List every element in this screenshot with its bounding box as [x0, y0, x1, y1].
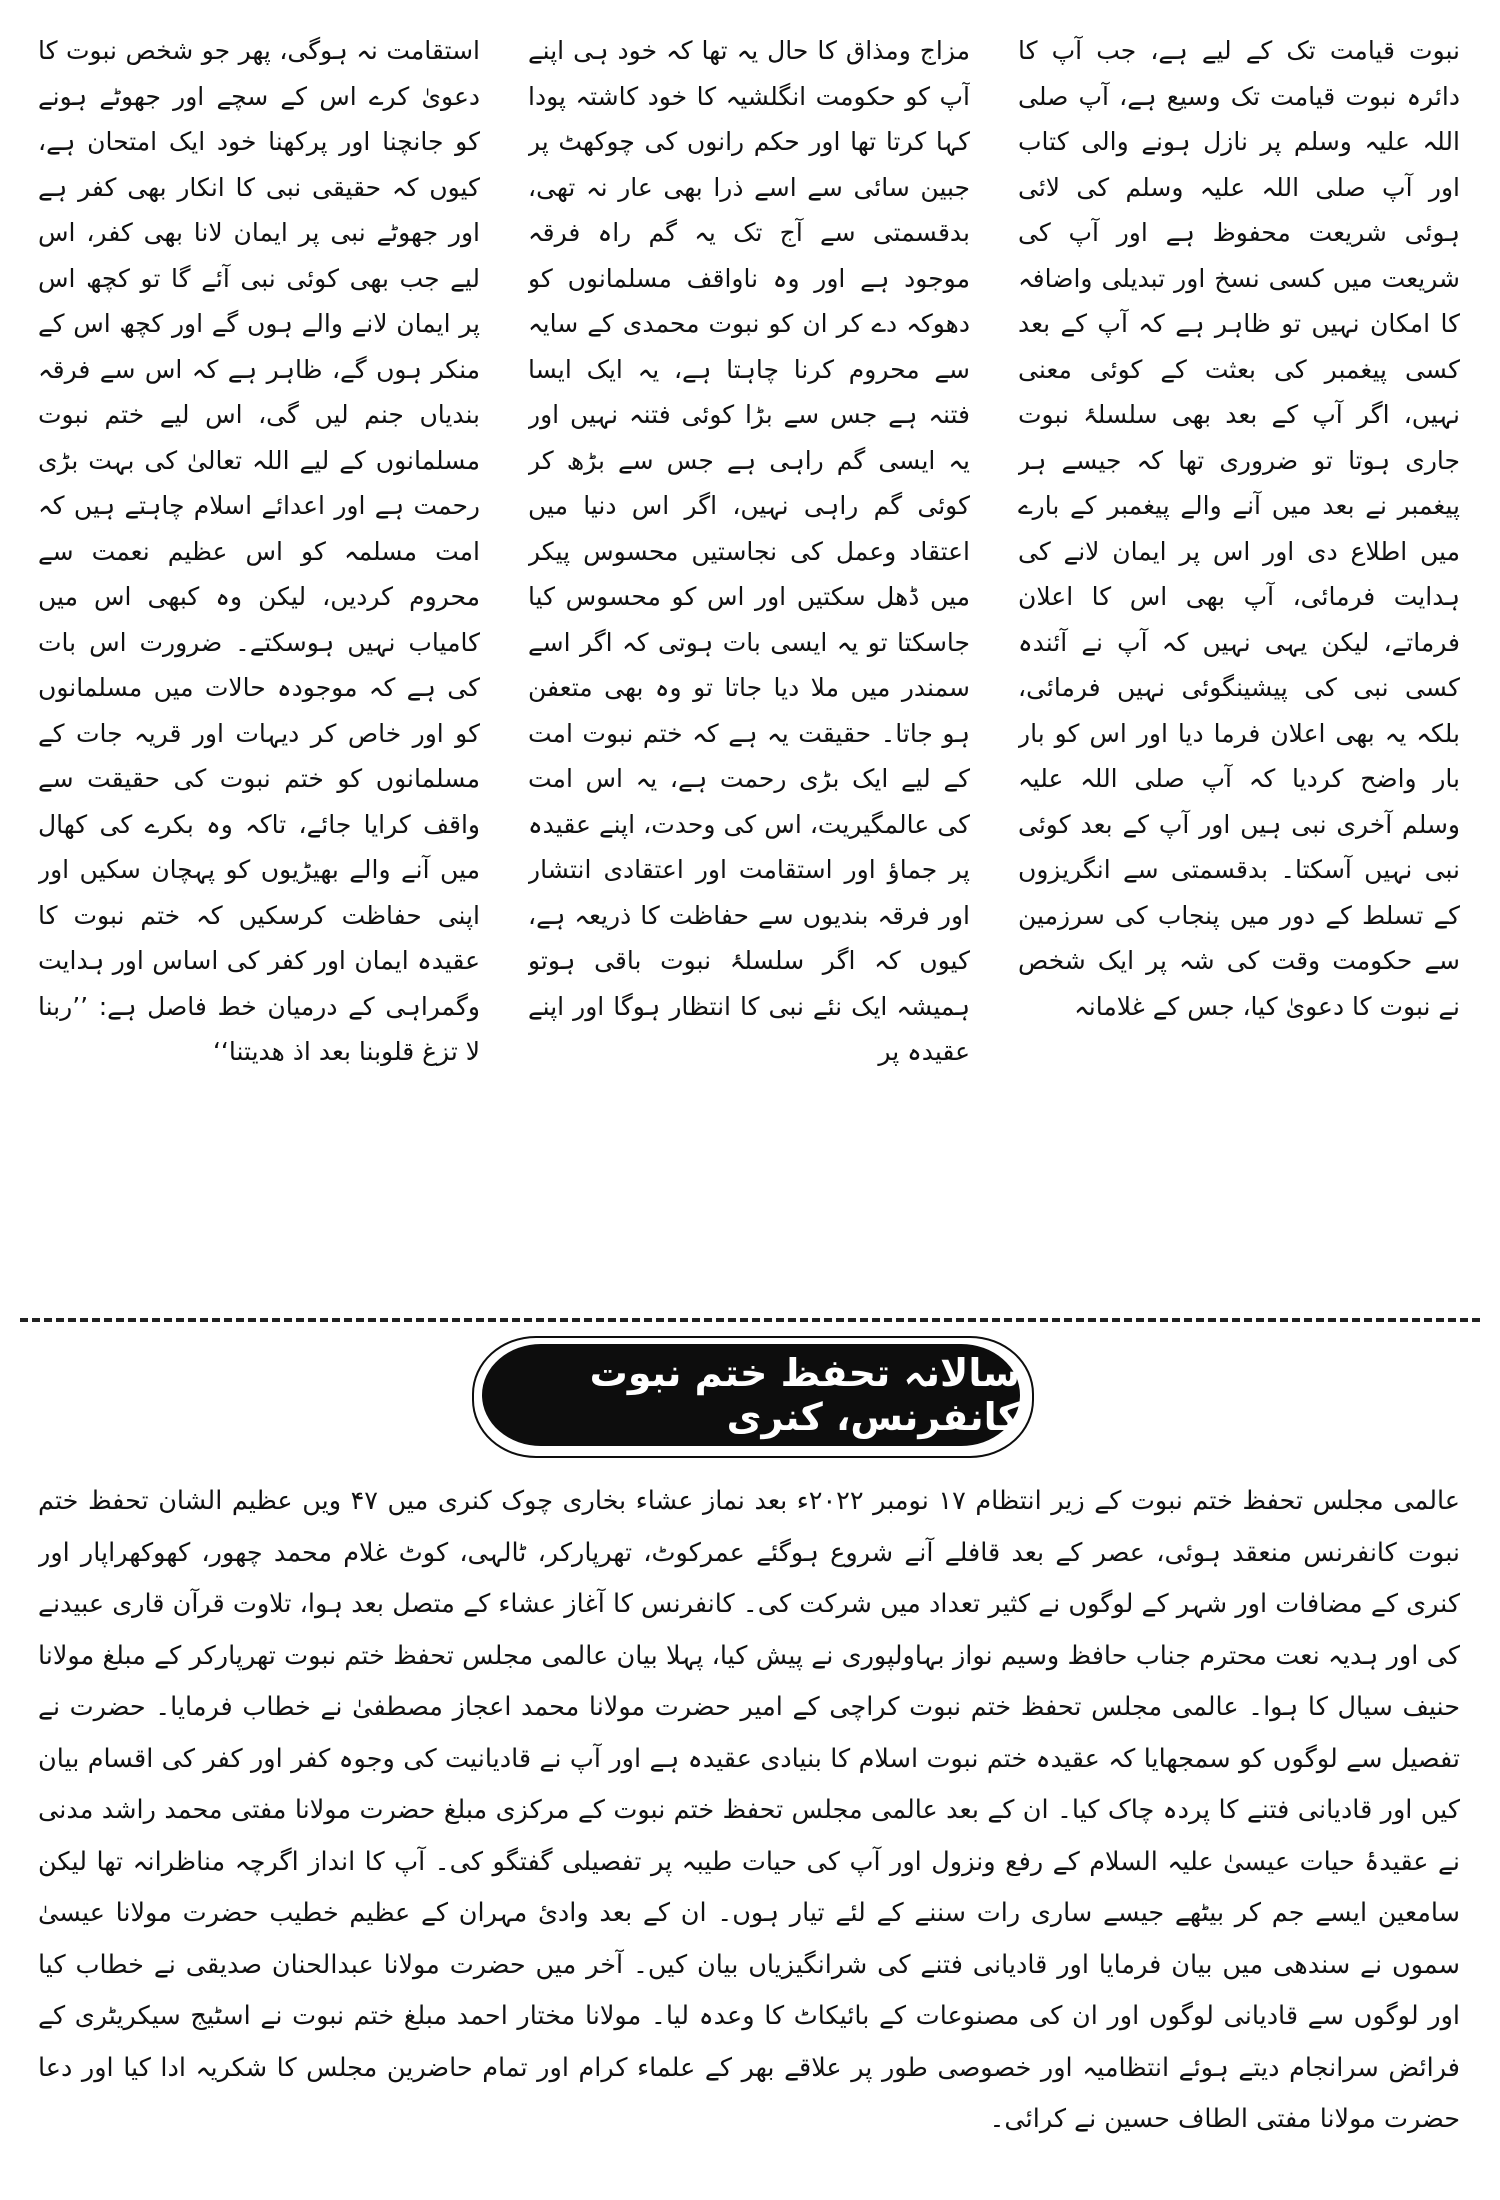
article-columns	[38, 28, 1460, 1298]
section-divider	[20, 1318, 1480, 1322]
report-banner	[482, 1344, 1020, 1446]
column-middle-text: مزاج ومذاق کا حال یہ تھا کہ خود ہی اپنے آپ کو حکومت انگلشیہ کا خود کاشتہ پودا کہا کرتا تھا اور حکم رانوں کی چوکھٹ پر جبین سائی سے اسے ذرا بھی عار نہ تھی، بدقسمتی سے آج تک یہ گم راہ فرقہ موجود ہے اور وہ ناواقف مسلمانوں کو دھوکہ دے کر ان کو نبوت محمدی کے سایہ سے محروم کرنا چاہتا ہے، یہ ایک ایسا فتنہ ہے جس سے بڑا کوئی فتنہ نہیں اور یہ ایسی گم راہی ہے جس سے بڑھ کر کوئی گم راہی نہیں، اگر اس دنیا میں اعتقاد وعمل کی نجاستیں محسوس پیکر میں ڈھل سکتیں اور اس کو محسوس کیا جاسکتا تو یہ ایسی بات ہوتی کہ اگر اسے سمندر میں ملا دیا جاتا تو وہ بھی متعفن ہو جاتا۔ حقیقت یہ ہے کہ ختم نبوت امت کے لیے ایک بڑی رحمت ہے، یہ اس امت کی عالمگیریت، اس کی وحدت، اپنے عقیدہ پر جماؤ اور استقامت اور اعتقادی انتشار اور فرقہ بندیوں سے حفاظت کا ذریعہ ہے، کیوں کہ اگر سلسلۂ نبوت باقی ہوتو ہمیشہ ایک نئے نبی کا انتظار ہوگا اور اپنے عقیدہ پر	[528, 36, 970, 1066]
banner-title: سالانہ تحفظ ختم نبوت کانفرنس، کنری	[589, 1351, 1020, 1439]
column-middle	[528, 28, 970, 1298]
column-left	[38, 28, 480, 1298]
report-text: عالمی مجلس تحفظ ختم نبوت کے زیر انتظام ۱۷ نومبر ۲۰۲۲ء بعد نماز عشاء بخاری چوک کنری میں ۴۷ ویں عظیم الشان تحفظ ختم نبوت کانفرنس منعقد ہوئی، عصر کے بعد قافلے آنے شروع ہوگئے عمرکوٹ، تھرپارکر، ٹالہی، کوٹ غلام محمد چھور، کھوکھراپار اور کنری کے مضافات اور شہر کے لوگوں نے کثیر تعداد میں شرکت کی۔ کانفرنس کا آغاز عشاء کے متصل بعد ہوا، تلاوت قرآن قاری عبیدنے کی اور ہدیہ نعت محترم جناب حافظ وسیم نواز بہاولپوری نے پیش کیا، پہلا بیان عالمی مجلس تحفظ ختم نبوت تھرپارکر کے مبلغ مولانا حنیف سیال کا ہوا۔ عالمی مجلس تحفظ ختم نبوت کراچی کے امیر حضرت مولانا محمد اعجاز مصطفیٰ نے خطاب فرمایا۔ حضرت نے تفصیل سے لوگوں کو سمجھایا کہ عقیدہ ختم نبوت اسلام کا بنیادی عقیدہ ہے اور آپ نے قادیانیت کی وجوہ کفر اور کفر کی اقسام بیان کیں اور قادیانی فتنے کا پردہ چاک کیا۔ ان کے بعد عالمی مجلس تحفظ ختم نبوت کے مرکزی مبلغ حضرت مولانا مفتی محمد راشد مدنی نے عقیدۂ حیات عیسیٰ علیہ السلام کے رفع ونزول اور آپ کی حیات طیبہ پر تفصیلی گفتگو کی۔ آپ کا انداز اگرچہ مناظرانہ تھا لیکن سامعین ایسے جم کر بیٹھے جیسے ساری رات سننے کے لئے تیار ہوں۔ ان کے بعد وادیٔ مہران کے عظیم خطیب حضرت مولانا عیسیٰ سموں نے سندھی میں بیان فرمایا اور قادیانی فتنے کی شرانگیزیاں بیان کیں۔ آخر میں حضرت مولانا عبدالحنان صدیقی نے خطاب کیا اور لوگوں سے قادیانی لوگوں اور ان کی مصنوعات کے بائیکاٹ کا وعدہ لیا۔ مولانا مختار احمد مبلغ ختم نبوت نے اسٹیج سیکریٹری کے فرائض سرانجام دیتے ہوئے انتظامیہ اور خصوصی طور پر علاقے بھر کے علماء کرام اور تمام حاضرین مجلس کا شکریہ ادا کیا اور دعا حضرت مولانا مفتی الطاف حسین نے کرائی۔	[38, 1486, 1460, 2134]
column-left-text: استقامت نہ ہوگی، پھر جو شخص نبوت کا دعویٰ کرے اس کے سچے اور جھوٹے ہونے کو جانچنا اور پرکھنا خود ایک امتحان ہے، کیوں کہ حقیقی نبی کا انکار بھی کفر ہے اور جھوٹے نبی پر ایمان لانا بھی کفر، اس لیے جب بھی کوئی نبی آئے گا تو کچھ اس پر ایمان لانے والے ہوں گے اور کچھ اس کے منکر ہوں گے، ظاہر ہے کہ اس سے فرقہ بندیاں جنم لیں گی، اس لیے ختم نبوت مسلمانوں کے لیے اللہ تعالیٰ کی بہت بڑی رحمت ہے اور اعدائے اسلام چاہتے ہیں کہ امت مسلمہ کو اس عظیم نعمت سے محروم کردیں، لیکن وہ کبھی اس میں کامیاب نہیں ہوسکتے۔ ضرورت اس بات کی ہے کہ موجودہ حالات میں مسلمانوں کو اور خاص کر دیہات اور قریہ جات کے مسلمانوں کو ختم نبوت کی حقیقت سے واقف کرایا جائے، تاکہ وہ بکرے کی کھال میں آنے والے بھیڑیوں کو پہچان سکیں اور اپنی حفاظت کرسکیں کہ ختم نبوت کا عقیدہ ایمان اور کفر کی اساس اور ہدایت وگمراہی کے درمیان خط فاصل ہے: ’’ربنا لا تزغ قلوبنا بعد اذ ھدیتنا‘‘	[38, 36, 480, 1066]
column-right-text: نبوت قیامت تک کے لیے ہے، جب آپ کا دائرہ نبوت قیامت تک وسیع ہے، آپ صلی اللہ علیہ وسلم پر نازل ہونے والی کتاب اور آپ صلی اللہ علیہ وسلم کی لائی ہوئی شریعت محفوظ ہے اور آپ کی شریعت میں کسی نسخ اور تبدیلی واضافہ کا امکان نہیں تو ظاہر ہے کہ آپ کے بعد کسی پیغمبر کی بعثت کے کوئی معنی نہیں، اگر آپ کے بعد بھی سلسلۂ نبوت جاری ہوتا تو ضروری تھا کہ جیسے ہر پیغمبر نے بعد میں آنے والے پیغمبر کے بارے میں اطلاع دی اور اس پر ایمان لانے کی ہدایت فرمائی، آپ بھی اس کا اعلان فرماتے، لیکن یہی نہیں کہ آپ نے آئندہ کسی نبی کی پیشینگوئی نہیں فرمائی، بلکہ یہ بھی اعلان فرما دیا اور اس کو بار بار واضح کردیا کہ آپ صلی اللہ علیہ وسلم آخری نبی ہیں اور آپ کے بعد کوئی نبی نہیں آسکتا۔ بدقسمتی سے انگریزوں کے تسلط کے دور میں پنجاب کی سرزمین سے حکومت وقت کی شہ پر ایک شخص نے نبوت کا دعویٰ کیا، جس کے غلامانہ	[1018, 36, 1460, 1021]
conference-report	[38, 1476, 1460, 2176]
column-right	[1018, 28, 1460, 1298]
